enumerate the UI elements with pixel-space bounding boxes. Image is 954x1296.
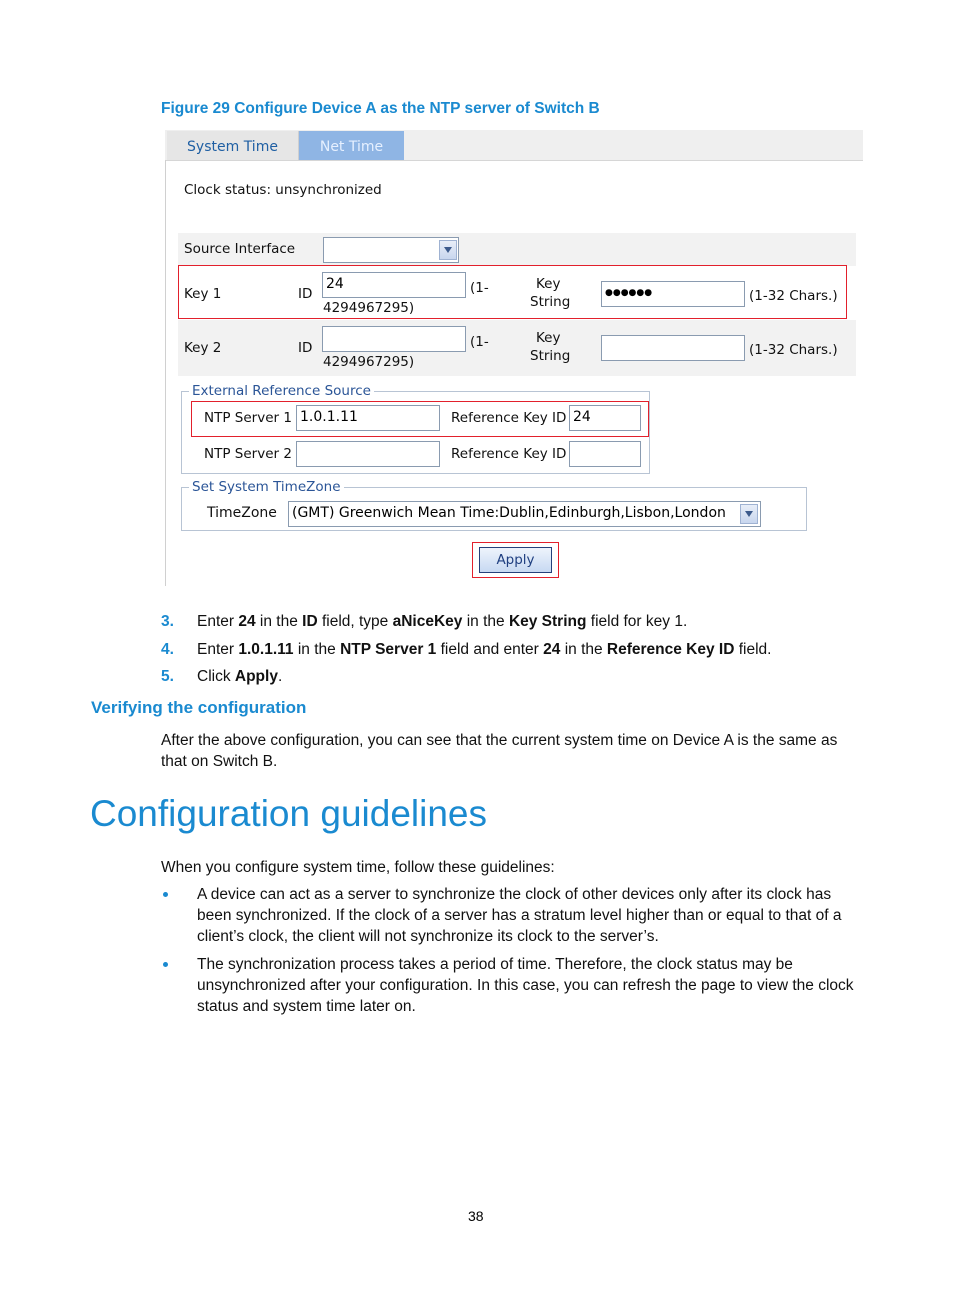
key2-id-input[interactable] [322, 326, 466, 352]
guidelines-intro: When you configure system time, follow these guidelines: [161, 859, 555, 876]
guideline-item: A device can act as a server to synchronize the clock of other devices only after its clock has been synchronized. If the clock of a server has a stratum level higher than or equal to that of a client’s clock, the client will not synchronize its clock to the server’s. [197, 886, 842, 945]
ntp-server1-label: NTP Server 1 [204, 410, 292, 426]
ntp-server2-input[interactable] [296, 441, 440, 467]
key2-range-start: (1- [470, 334, 489, 350]
guidelines-heading: Configuration guidelines [90, 793, 487, 834]
key2-id-label: ID [298, 340, 313, 356]
step-number: 4. [161, 641, 174, 658]
key2-key-label-b: String [530, 348, 571, 364]
step-text: Click Apply. [197, 668, 283, 685]
ntp-server1-input[interactable]: 1.0.1.11 [296, 405, 440, 431]
page-number: 38 [468, 1208, 484, 1224]
step-number: 5. [161, 668, 174, 685]
timezone-legend: Set System TimeZone [189, 479, 344, 495]
chevron-down-icon[interactable] [740, 504, 758, 524]
timezone-label: TimeZone [207, 505, 277, 521]
key2-label: Key 2 [184, 340, 222, 356]
reference-key2-input[interactable] [569, 441, 641, 467]
key1-highlight [178, 265, 847, 319]
key1-id-label: ID [298, 286, 313, 302]
chevron-down-icon[interactable] [439, 240, 457, 260]
key1-key-string-input[interactable]: ●●●●●● [601, 281, 745, 307]
panel-border [165, 160, 166, 586]
key1-chars-hint: (1-32 Chars.) [749, 288, 838, 304]
bullet-icon [163, 962, 168, 967]
step-text: Enter 1.0.1.11 in the NTP Server 1 field and enter 24 in the Reference Key ID field. [197, 641, 772, 658]
key2-key-label-a: Key [536, 330, 561, 346]
key2-range-end: 4294967295) [323, 354, 415, 370]
key1-key-label-a: Key [536, 276, 561, 292]
timezone-select[interactable]: (GMT) Greenwich Mean Time:Dublin,Edinburgh,Lisbon,London [288, 501, 761, 527]
ntp-server2-label: NTP Server 2 [204, 446, 292, 462]
source-interface-label: Source Interface [184, 241, 296, 257]
apply-button[interactable]: Apply [479, 547, 552, 573]
reference-key1-label: Reference Key ID [451, 410, 567, 426]
guideline-item: The synchronization process takes a period of time. Therefore, the clock status may be unsynchronized after your configuration. In this case, you can refresh the page to view the clock status and system time later on. [197, 956, 854, 1015]
key1-range-end: 4294967295) [323, 300, 415, 316]
key1-label: Key 1 [184, 286, 222, 302]
reference-key1-input[interactable]: 24 [569, 405, 641, 431]
key2-chars-hint: (1-32 Chars.) [749, 342, 838, 358]
key2-key-string-input[interactable] [601, 335, 745, 361]
key1-id-input[interactable]: 24 [322, 272, 466, 298]
key1-key-label-b: String [530, 294, 571, 310]
step-text: Enter 24 in the ID field, type aNiceKey in the Key String field for key 1. [197, 613, 688, 630]
tab-net-time[interactable]: Net Time [299, 131, 404, 160]
external-reference-legend: External Reference Source [189, 383, 374, 399]
key1-range-start: (1- [470, 280, 489, 296]
bullet-icon [163, 892, 168, 897]
reference-key2-label: Reference Key ID [451, 446, 567, 462]
verify-heading: Verifying the configuration [91, 698, 307, 717]
tab-system-time[interactable]: System Time [167, 131, 299, 160]
figure-caption: Figure 29 Configure Device A as the NTP server of Switch B [161, 100, 600, 117]
step-number: 3. [161, 613, 174, 630]
clock-status: Clock status: unsynchronized [184, 182, 382, 198]
verify-text: After the above configuration, you can see that the current system time on Device A is the same as that on Switch B. [161, 732, 838, 770]
